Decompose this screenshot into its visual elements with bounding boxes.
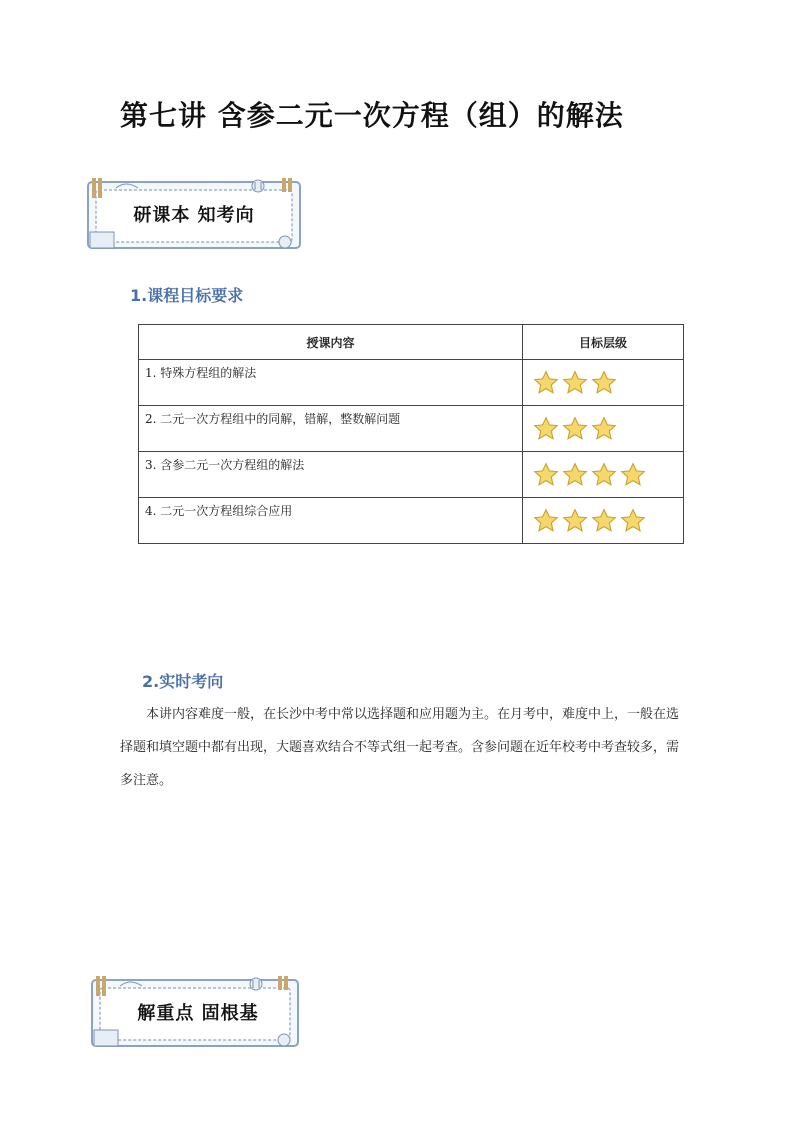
exam-trend-paragraph <box>120 698 690 797</box>
table-cell-stars <box>523 406 684 452</box>
table-header-row <box>139 325 684 360</box>
star-icon <box>591 462 617 488</box>
star-icon <box>562 370 588 396</box>
column-header: 授课内容 <box>139 325 523 360</box>
table-cell-stars <box>523 452 684 498</box>
section-banner-key-points <box>90 974 306 1050</box>
column-header: 目标层级 <box>523 325 684 360</box>
star-icon <box>562 462 588 488</box>
star-icon <box>591 508 617 534</box>
table-cell-stars <box>523 498 684 544</box>
star-icon <box>533 416 559 442</box>
section-heading-goals: 1.课程目标要求 <box>130 286 244 305</box>
star-icon <box>533 508 559 534</box>
star-icon <box>562 508 588 534</box>
table-cell-content: 1. 特殊方程组的解法 <box>139 360 523 406</box>
table-cell-content: 2. 二元一次方程组中的同解，错解，整数解问题 <box>139 406 523 452</box>
star-icon <box>620 462 646 488</box>
page-title: 第七讲 含参二元一次方程（组）的解法 <box>120 99 624 132</box>
table-row <box>139 360 684 406</box>
section-heading-exam-trend: 2.实时考向 <box>142 672 224 691</box>
star-icon <box>591 416 617 442</box>
star-icon <box>591 370 617 396</box>
table-row <box>139 498 684 544</box>
banner-label: 解重点 固根基 <box>137 1003 259 1024</box>
star-icon <box>533 370 559 396</box>
table-cell-content: 4. 二元一次方程组综合应用 <box>139 498 523 544</box>
banner-label: 研课本 知考向 <box>133 205 255 226</box>
section-banner-study <box>86 176 302 252</box>
star-icon <box>562 416 588 442</box>
table-cell-content: 3. 含参二元一次方程组的解法 <box>139 452 523 498</box>
star-icon <box>533 462 559 488</box>
table-row <box>139 406 684 452</box>
table-cell-stars <box>523 360 684 406</box>
goals-table <box>138 324 684 544</box>
star-icon <box>620 508 646 534</box>
paragraph-text: 本讲内容难度一般，在长沙中考中常以选择题和应用题为主。在月考中，难度中上，一般在选择题和填空题中都有出现，大题喜欢结合不等式组一起考查。含参问题在近年校考中考查较多，需多注意。 <box>120 707 680 788</box>
table-row <box>139 452 684 498</box>
